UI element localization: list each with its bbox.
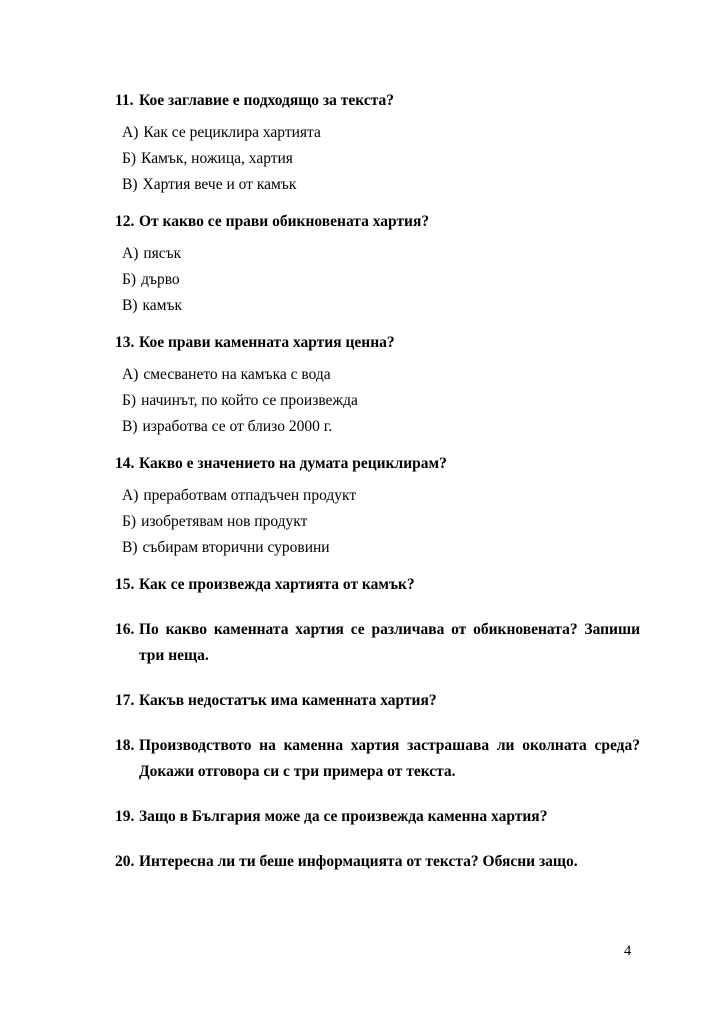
question-heading [115,804,640,830]
question-number: 15. [115,576,135,593]
option-letter: А) [122,487,139,504]
option-letter: В) [122,297,138,314]
option-text: Хартия вече и от камък [142,176,297,193]
question-number: 11. [115,92,134,109]
options-list [122,120,640,198]
question-block [115,330,640,440]
question-text: Какво е значението на думата рециклирам? [139,455,447,472]
option-letter: Б) [122,392,137,409]
answer-option [122,146,640,172]
answer-option [122,414,640,440]
question-number: 13. [115,334,135,351]
option-letter: Б) [122,150,137,167]
answer-option [122,362,640,388]
option-letter: А) [122,245,139,262]
options-list [122,483,640,561]
question-block [115,451,640,561]
option-text: изработва се от близо 2000 г. [142,418,333,435]
option-letter: Б) [122,513,137,530]
question-block [115,88,640,198]
question-heading [115,849,640,875]
option-letter: В) [122,176,138,193]
options-list [122,241,640,319]
question-block [115,804,640,830]
question-text: Какъв недостатък има каменната хартия? [139,692,437,709]
question-heading [115,617,640,669]
question-block [115,688,640,714]
answer-option [122,293,640,319]
option-letter: Б) [122,271,137,288]
options-list [122,362,640,440]
option-text: преработвам отпадъчен продукт [143,487,357,504]
question-heading [115,451,640,477]
option-text: Камък, ножица, хартия [141,150,293,167]
option-letter: В) [122,539,138,556]
question-text: Интересна ли ти беше информацията от текста? Обясни защо. [139,853,578,870]
option-letter: А) [122,124,139,141]
question-text: Производството на каменна хартия застрашава ли околната среда? Докажи отговора си с три примера от текста. [139,737,640,780]
option-text: Как се рециклира хартията [143,124,321,141]
question-block [115,572,640,598]
question-text: Как се произвежда хартията от камък? [139,576,415,593]
option-text: смесването на камъка с вода [143,366,331,383]
question-heading [115,688,640,714]
question-heading [115,88,640,114]
option-letter: А) [122,366,139,383]
question-number: 20. [115,853,135,870]
option-text: начинът, по който се произвежда [141,392,358,409]
question-block [115,733,640,785]
question-heading [115,733,640,785]
question-heading [115,209,640,235]
option-text: изобретявам нов продукт [141,513,308,530]
questions-list [115,88,640,894]
question-heading [115,330,640,356]
question-block [115,617,640,669]
question-number: 18. [115,737,135,754]
option-text: пясък [143,245,182,262]
option-letter: В) [122,418,138,435]
question-text: Кое заглавие е подходящо за текста? [139,92,395,109]
option-text: камък [142,297,183,314]
answer-option [122,267,640,293]
question-number: 16. [115,621,135,638]
option-text: дърво [141,271,180,288]
answer-option [122,483,640,509]
answer-option [122,120,640,146]
question-block [115,209,640,319]
answer-option [122,241,640,267]
answer-option [122,388,640,414]
question-text: От какво се прави обикновената хартия? [139,213,430,230]
question-number: 14. [115,455,135,472]
question-heading [115,572,640,598]
question-number: 19. [115,808,135,825]
question-block [115,849,640,875]
option-text: събирам вторични суровини [142,539,330,556]
answer-option [122,535,640,561]
answer-option [122,172,640,198]
question-text: Защо в България може да се произвежда каменна хартия? [139,808,548,825]
answer-option [122,509,640,535]
question-text: Кое прави каменната хартия ценна? [139,334,395,351]
page-number: 4 [624,943,632,959]
question-number: 17. [115,692,135,709]
question-number: 12. [115,213,135,230]
question-text: По какво каменната хартия се различава от обикновената? Запиши три неща. [139,621,640,664]
